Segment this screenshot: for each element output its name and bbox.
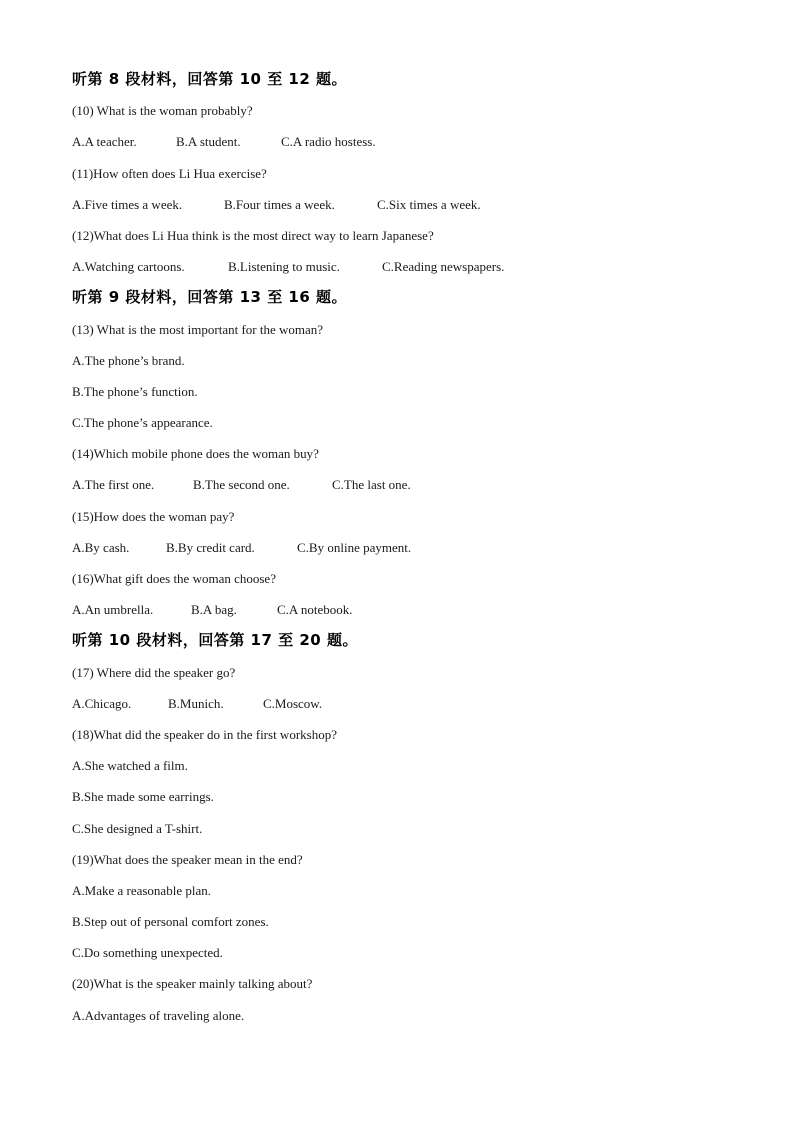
option-b: B.Step out of personal comfort zones. [72, 914, 269, 930]
options-row [72, 189, 732, 220]
option-a: A.Five times a week. [72, 196, 183, 212]
option-a: A.The phone’s brand. [72, 352, 185, 368]
question-stem: (16)What gift does the woman choose? [72, 571, 276, 586]
options-row [72, 469, 732, 500]
option-b: B.The second one. [193, 477, 290, 493]
question-stem: (12)What does Li Hua think is the most direct way to learn Japanese? [72, 227, 434, 243]
option-b: B.Munich. [168, 695, 224, 711]
options-row [72, 126, 732, 157]
option-b: B.Listening to music. [228, 259, 340, 275]
section-title: 听第 10 段材料，回答第 17 至 20 题。 [72, 631, 358, 650]
option-a: A.Advantages of traveling alone. [72, 1007, 245, 1023]
option-a: A.Watching cartoons. [72, 259, 185, 275]
option-a: A.By cash. [72, 539, 130, 555]
question-stem: (13) What is the most important for the woman? [72, 321, 324, 337]
option-b: B.A student. [176, 134, 241, 150]
options-row [72, 532, 732, 563]
option-a: A.The first one. [72, 477, 155, 493]
question-stem: (17) Where did the speaker go? [72, 664, 236, 680]
option-a: A.An umbrella. [72, 602, 154, 618]
section-title: 听第 9 段材料，回答第 13 至 16 题。 [72, 288, 348, 307]
option-b: B.She made some earrings. [72, 789, 214, 805]
question-stem: (15)How does the woman pay? [72, 508, 235, 524]
option-c: C.Reading newspapers. [382, 259, 505, 275]
question-stem: (10) What is the woman probably? [72, 103, 253, 119]
option-c: C.The phone’s appearance. [72, 415, 213, 431]
option-c: C.The last one. [332, 477, 411, 493]
question-stem: (18)What did the speaker do in the first workshop? [72, 726, 337, 742]
option-b: B.By credit card. [166, 539, 255, 555]
option-b: B.The phone’s function. [72, 383, 198, 399]
exam-page [72, 64, 732, 1031]
option-c: C.A notebook. [277, 602, 353, 618]
options-row [72, 688, 732, 719]
option-b: B.A bag. [191, 602, 237, 618]
section-title: 听第 8 段材料，回答第 10 至 12 题。 [72, 70, 348, 88]
options-row [72, 594, 732, 625]
option-a: A.A teacher. [72, 134, 137, 150]
option-a: A.Make a reasonable plan. [72, 882, 211, 898]
option-c: C.Moscow. [263, 695, 323, 711]
question-stem: (14)Which mobile phone does the woman buy? [72, 446, 319, 462]
option-c: C.Six times a week. [377, 196, 481, 212]
option-a: A.She watched a film. [72, 758, 188, 774]
option-b: B.Four times a week. [224, 196, 335, 212]
option-c: C.She designed a T-shirt. [72, 820, 203, 836]
question-stem: (20)What is the speaker mainly talking about? [72, 976, 313, 992]
option-a: A.Chicago. [72, 695, 132, 711]
option-c: C.By online payment. [297, 539, 412, 555]
question-stem: (11)How often does Li Hua exercise? [72, 165, 267, 181]
options-row [72, 251, 732, 282]
question-stem: (19)What does the speaker mean in the end? [72, 851, 303, 867]
option-c: C.Do something unexpected. [72, 945, 223, 961]
option-c: C.A radio hostess. [281, 134, 376, 150]
